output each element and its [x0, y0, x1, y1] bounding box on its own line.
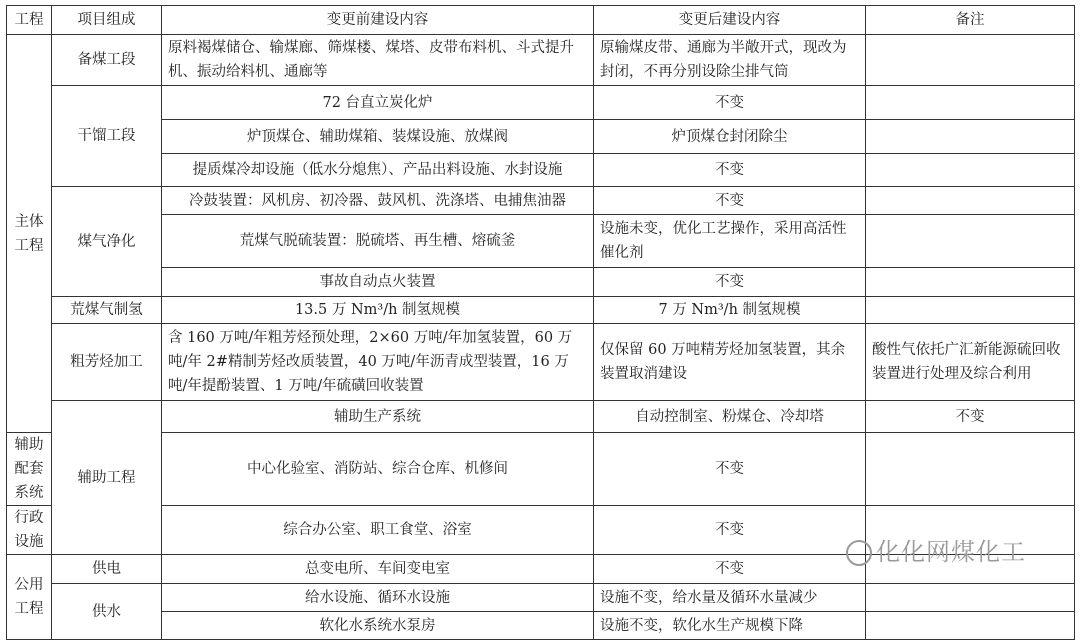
note-cell — [866, 215, 1075, 268]
item-cell: 干馏工段 — [52, 86, 162, 187]
note-cell — [866, 35, 1075, 86]
before-cell: 72 台直立炭化炉 — [162, 86, 594, 120]
item-cell: 辅助生产系统 — [162, 401, 594, 433]
table-row — [7, 120, 1075, 154]
table-row — [7, 433, 1075, 506]
table-row — [7, 268, 1075, 297]
before-cell: 荒煤气脱硫装置：脱硫塔、再生槽、熔硫釜 — [162, 215, 594, 268]
item-cell: 粗芳烃加工 — [52, 324, 162, 401]
after-cell: 不变 — [594, 506, 866, 555]
group-pub: 公用工程 — [7, 555, 52, 640]
header-note: 备注 — [866, 6, 1075, 35]
table-row — [7, 612, 1075, 640]
before-cell: 事故自动点火装置 — [162, 268, 594, 297]
after-cell: 不变 — [866, 401, 1075, 433]
after-cell: 炉顶煤仓封闭除尘 — [594, 120, 866, 154]
table-row — [7, 215, 1075, 268]
note-cell — [866, 86, 1075, 120]
header-before: 变更前建设内容 — [162, 6, 594, 35]
table-row — [7, 584, 1075, 612]
after-cell: 原输煤皮带、通廊为半敞开式，现改为封闭，不再分别设除尘排气筒 — [594, 35, 866, 86]
table-row — [7, 187, 1075, 215]
note-cell — [866, 268, 1075, 297]
header-project: 工程 — [7, 6, 52, 35]
after-cell: 仅保留 60 万吨精芳烃加氢装置，其余装置取消建设 — [594, 324, 866, 401]
note-cell: 酸性气依托广汇新能源硫回收装置进行处理及综合利用 — [866, 324, 1075, 401]
after-cell: 不变 — [594, 86, 866, 120]
table-row — [7, 324, 1075, 401]
item-cell: 供水 — [52, 584, 162, 640]
before-cell: 软化水系统水泵房 — [162, 612, 594, 640]
before-cell: 提质煤冷却设施（低水分熄焦）、产品出料设施、水封设施 — [162, 154, 594, 187]
group-main: 主体工程 — [7, 35, 52, 433]
table-row — [7, 86, 1075, 120]
watermark — [846, 532, 1026, 567]
before-cell: 综合办公室、职工食堂、浴室 — [162, 506, 594, 555]
item-cell: 辅助配套系统 — [7, 433, 52, 506]
wechat-icon — [846, 540, 872, 566]
item-cell: 煤气净化 — [52, 187, 162, 297]
note-cell — [866, 297, 1075, 324]
before-cell: 原料褐煤储仓、输煤廊、筛煤楼、煤塔、皮带布料机、斗式提升机、振动给料机、通廊等 — [162, 35, 594, 86]
before-cell: 炉顶煤仓、辅助煤箱、装煤设施、放煤阀 — [162, 120, 594, 154]
note-cell — [866, 584, 1075, 612]
watermark-text: 化化网煤化工 — [876, 538, 1026, 566]
after-cell: 不变 — [594, 154, 866, 187]
item-cell: 备煤工段 — [52, 35, 162, 86]
after-cell: 设施未变，优化工艺操作，采用高活性催化剂 — [594, 215, 866, 268]
note-cell — [866, 187, 1075, 215]
before-cell: 中心化验室、消防站、综合仓库、机修间 — [162, 433, 594, 506]
after-cell: 不变 — [594, 433, 866, 506]
before-cell: 自动控制室、粉煤仓、冷却塔 — [594, 401, 866, 433]
table-row — [7, 297, 1075, 324]
header-row — [7, 6, 1075, 35]
header-after: 变更后建设内容 — [594, 6, 866, 35]
table-row — [7, 35, 1075, 86]
after-cell: 不变 — [594, 268, 866, 297]
note-cell — [866, 433, 1075, 506]
after-cell: 设施不变，给水量及循环水量减少 — [594, 584, 866, 612]
group-aux: 辅助工程 — [52, 401, 162, 555]
table-row — [7, 154, 1075, 187]
after-cell: 设施不变，软化水生产规模下降 — [594, 612, 866, 640]
note-cell — [866, 120, 1075, 154]
before-cell: 总变电所、车间变电室 — [162, 555, 594, 584]
note-cell — [866, 612, 1075, 640]
header-item: 项目组成 — [52, 6, 162, 35]
before-cell: 13.5 万 Nm³/h 制氢规模 — [162, 297, 594, 324]
before-cell: 冷鼓装置：风机房、初冷器、鼓风机、洗涤塔、电捕焦油器 — [162, 187, 594, 215]
note-cell — [866, 154, 1075, 187]
after-cell: 不变 — [594, 187, 866, 215]
before-cell: 给水设施、循环水设施 — [162, 584, 594, 612]
after-cell: 不变 — [594, 555, 866, 584]
table-row — [7, 401, 1075, 433]
before-cell: 含 160 万吨/年粗芳烃预处理，2×60 万吨/年加氢装置，60 万吨/年 2#精制芳烃改质装置，40 万吨/年沥青成型装置，16 万吨/年提酚装置、1 万吨/年硫磺回收装置 — [162, 324, 594, 401]
item-cell: 荒煤气制氢 — [52, 297, 162, 324]
item-cell: 供电 — [52, 555, 162, 584]
after-cell: 7 万 Nm³/h 制氢规模 — [594, 297, 866, 324]
item-cell: 行政设施 — [7, 506, 52, 555]
